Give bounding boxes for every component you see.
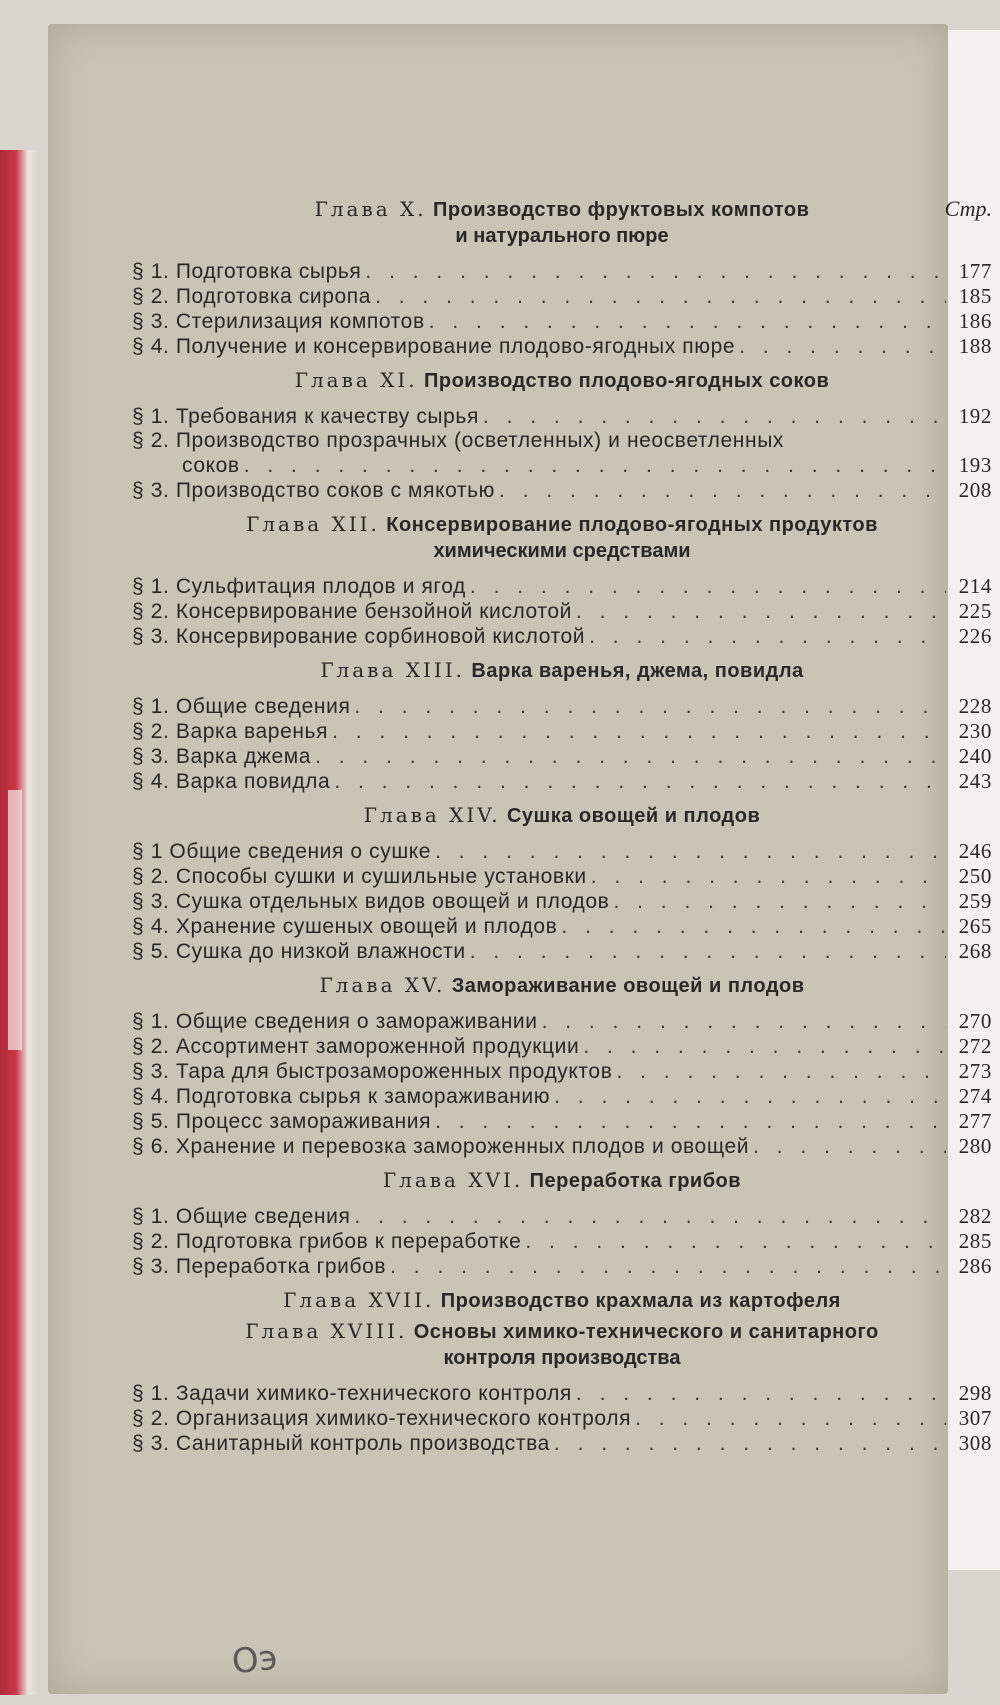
page-number: 286	[958, 1254, 992, 1278]
dot-leader	[466, 575, 946, 599]
section-title: § 3. Санитарный контроль производства	[132, 1432, 550, 1455]
dot-leader	[557, 915, 946, 939]
chapter-heading	[132, 511, 992, 564]
toc-entry	[132, 429, 992, 478]
toc-entry	[132, 284, 992, 309]
chapter-heading	[132, 367, 992, 394]
chapter-label: Глава XI.	[294, 368, 418, 392]
dot-leader	[431, 840, 946, 864]
toc-entry	[132, 889, 992, 914]
page-number: 272	[958, 1034, 992, 1058]
section-title: § 3. Производство соков с мякотью	[132, 479, 496, 502]
section-title: § 3. Сушка отдельных видов овощей и плодов	[132, 890, 610, 913]
chapter-label: Глава XII.	[246, 512, 380, 536]
section-title: § 5. Процесс замораживания	[132, 1110, 432, 1133]
chapter-label: Глава XVII.	[283, 1288, 435, 1312]
handwritten-note: Оэ	[230, 1637, 280, 1683]
section-title: § 2. Организация химико-технического контроля	[132, 1407, 632, 1430]
section-title: § 2. Варка варенья	[132, 720, 329, 743]
dot-leader	[538, 1010, 946, 1034]
section-title: § 4. Получение и консервирование плодово-ягодных пюре	[132, 335, 736, 358]
section-title: § 1. Сульфитация плодов и ягод	[132, 575, 466, 598]
chapter-label: Глава X.	[314, 197, 427, 221]
section-title: § 3. Консервирование сорбиновой кислотой	[132, 625, 586, 648]
dot-leader	[466, 940, 946, 964]
page-number: 274	[958, 1084, 992, 1108]
page-number: 208	[958, 478, 992, 502]
page-number: 270	[958, 1009, 992, 1033]
dot-leader	[361, 260, 946, 284]
toc-entry	[132, 599, 992, 624]
chapter-heading	[132, 1287, 992, 1314]
toc-entry-continued	[132, 453, 992, 478]
dot-leader	[371, 285, 946, 309]
chapter-title-continued: контроля производства	[443, 1347, 681, 1369]
section-title: § 6. Хранение и перевозка замороженных плодов и овощей	[132, 1135, 750, 1158]
chapter-heading	[132, 196, 992, 249]
page-number: 240	[958, 744, 992, 768]
dot-leader	[572, 600, 946, 624]
page-number: 225	[958, 599, 992, 623]
page-number: 280	[958, 1134, 992, 1158]
dot-leader	[609, 890, 946, 914]
page-number: 268	[958, 939, 992, 963]
toc-entry	[132, 914, 992, 939]
chapter-title-continued: химическими средствами	[433, 540, 691, 562]
section-list	[132, 259, 992, 359]
toc-entry	[132, 1406, 992, 1431]
section-title: § 1. Общие сведения о замораживании	[132, 1010, 538, 1033]
chapter-title: Основы химико-технического и санитарного	[413, 1321, 879, 1343]
chapter-title-continued: и натурального пюре	[455, 225, 669, 247]
dot-leader	[631, 1407, 946, 1431]
toc-entry	[132, 1134, 992, 1159]
toc-entry	[132, 864, 992, 889]
page-number: 273	[958, 1059, 992, 1083]
dot-leader	[587, 865, 946, 889]
section-list	[132, 1381, 992, 1456]
section-title: § 2. Производство прозрачных (осветленных) и неосветленных	[132, 429, 784, 452]
page-number: 192	[958, 404, 992, 428]
section-title: § 1. Задачи химико-технического контроля	[132, 1382, 572, 1405]
section-title: § 2. Ассортимент замороженной продукции	[132, 1035, 580, 1058]
section-list	[132, 694, 992, 794]
page-number: 285	[958, 1229, 992, 1253]
chapter-label: Глава XIII.	[320, 658, 466, 682]
dot-leader	[550, 1085, 946, 1109]
toc-entry	[132, 574, 992, 599]
toc-entry	[132, 1254, 992, 1279]
page-number: 177	[958, 259, 992, 283]
section-title: § 4. Подготовка сырья к замораживанию	[132, 1085, 551, 1108]
section-title: § 1. Требования к качеству сырья	[132, 405, 479, 428]
section-title: § 3. Тара для быстрозамороженных продуктов	[132, 1060, 613, 1083]
chapter-heading	[132, 1167, 992, 1194]
toc-entry	[132, 334, 992, 359]
toc-entry	[132, 939, 992, 964]
chapter-label: Глава XVI.	[382, 1168, 524, 1192]
chapter-label: Глава XIV.	[363, 803, 501, 827]
page-number: 193	[958, 453, 992, 477]
toc-entry	[132, 769, 992, 794]
section-title: § 1. Общие сведения	[132, 1205, 351, 1228]
toc-entry	[132, 309, 992, 334]
chapter-heading	[132, 972, 992, 999]
section-title: § 2. Способы сушки и сушильные установки	[132, 865, 587, 888]
page-number: 307	[958, 1406, 992, 1430]
page-number: 243	[958, 769, 992, 793]
toc-entry	[132, 694, 992, 719]
toc-entry	[132, 1084, 992, 1109]
section-title: § 1 Общие сведения о сушке	[132, 840, 432, 863]
toc-entry	[132, 1431, 992, 1456]
dot-leader	[479, 405, 946, 429]
dot-leader	[572, 1382, 946, 1406]
toc-entry	[132, 1229, 992, 1254]
chapter-heading	[132, 657, 992, 684]
section-list	[132, 1204, 992, 1279]
dot-leader	[585, 625, 946, 649]
toc-entry	[132, 1109, 992, 1134]
chapter-title: Замораживание овощей и плодов	[451, 975, 805, 997]
chapter-title: Консервирование плодово-ягодных продуктов	[386, 514, 878, 536]
section-title-continued: соков	[182, 454, 240, 477]
chapter-title: Переработка грибов	[529, 1170, 742, 1192]
chapter-title: Производство фруктовых компотов	[432, 199, 810, 221]
page-number: 185	[958, 284, 992, 308]
page-number: 282	[958, 1204, 992, 1228]
page-number: 246	[958, 839, 992, 863]
page-number: 277	[958, 1109, 992, 1133]
page-number: 250	[958, 864, 992, 888]
section-title: § 4. Хранение сушеных овощей и плодов	[132, 915, 558, 938]
chapter-label: Глава XV.	[319, 973, 446, 997]
dot-leader	[240, 454, 946, 478]
page-number: 298	[958, 1381, 992, 1405]
toc-entry	[132, 1034, 992, 1059]
section-list	[132, 1009, 992, 1159]
page-number: 259	[958, 889, 992, 913]
toc-entry	[132, 744, 992, 769]
page-number: 265	[958, 914, 992, 938]
section-title: § 1. Подготовка сырья	[132, 260, 362, 283]
dot-leader	[612, 1060, 946, 1084]
toc-entry	[132, 1204, 992, 1229]
dot-leader	[328, 720, 946, 744]
toc-entry	[132, 719, 992, 744]
section-title: § 3. Варка джема	[132, 745, 312, 768]
chapter-title: Сушка овощей и плодов	[506, 805, 761, 827]
section-title: § 4. Варка повидла	[132, 770, 331, 793]
chapter-heading	[132, 802, 992, 829]
section-list	[132, 839, 992, 964]
dot-leader	[386, 1255, 946, 1279]
page-number: 226	[958, 624, 992, 648]
page-number: 214	[958, 574, 992, 598]
dot-leader	[330, 770, 946, 794]
toc-entry	[132, 259, 992, 284]
chapter-heading	[132, 1318, 992, 1371]
toc-entry	[132, 1059, 992, 1084]
dot-leader	[311, 745, 946, 769]
dot-leader	[495, 479, 946, 503]
book-cover-edge	[0, 150, 40, 1695]
section-list	[132, 404, 992, 503]
chapter-title: Производство плодово-ягодных соков	[423, 370, 830, 392]
toc-entry	[132, 1009, 992, 1034]
book-page	[48, 24, 992, 1694]
dot-leader	[350, 695, 946, 719]
page-number: 228	[958, 694, 992, 718]
page-number: 188	[958, 334, 992, 358]
chapter-title: Производство крахмала из картофеля	[440, 1290, 841, 1312]
page-number: 186	[958, 309, 992, 333]
toc-entry	[132, 1381, 992, 1406]
dot-leader	[735, 335, 946, 359]
section-title: § 1. Общие сведения	[132, 695, 351, 718]
section-list	[132, 574, 992, 649]
dot-leader	[550, 1432, 946, 1456]
dot-leader	[350, 1205, 946, 1229]
toc-entry	[132, 478, 992, 503]
toc-entry	[132, 839, 992, 864]
dot-leader	[425, 310, 946, 334]
dot-leader	[431, 1110, 946, 1134]
section-title: § 5. Сушка до низкой влажности	[132, 940, 466, 963]
page-column-header: Стр.	[944, 196, 992, 221]
section-title: § 2. Консервирование бензойной кислотой	[132, 600, 572, 623]
dot-leader	[579, 1035, 946, 1059]
section-title: § 2. Подготовка сиропа	[132, 285, 372, 308]
page-number: 308	[958, 1431, 992, 1455]
table-of-contents	[132, 196, 992, 1464]
dot-leader	[521, 1230, 946, 1254]
chapter-label: Глава XVIII.	[245, 1319, 408, 1343]
section-title: § 3. Переработка грибов	[132, 1255, 387, 1278]
page-number: 230	[958, 719, 992, 743]
toc-entry	[132, 404, 992, 429]
section-title: § 3. Стерилизация компотов	[132, 310, 425, 333]
dot-leader	[749, 1135, 946, 1159]
section-title: § 2. Подготовка грибов к переработке	[132, 1230, 522, 1253]
chapter-title: Варка варенья, джема, повидла	[471, 660, 804, 682]
toc-entry	[132, 624, 992, 649]
